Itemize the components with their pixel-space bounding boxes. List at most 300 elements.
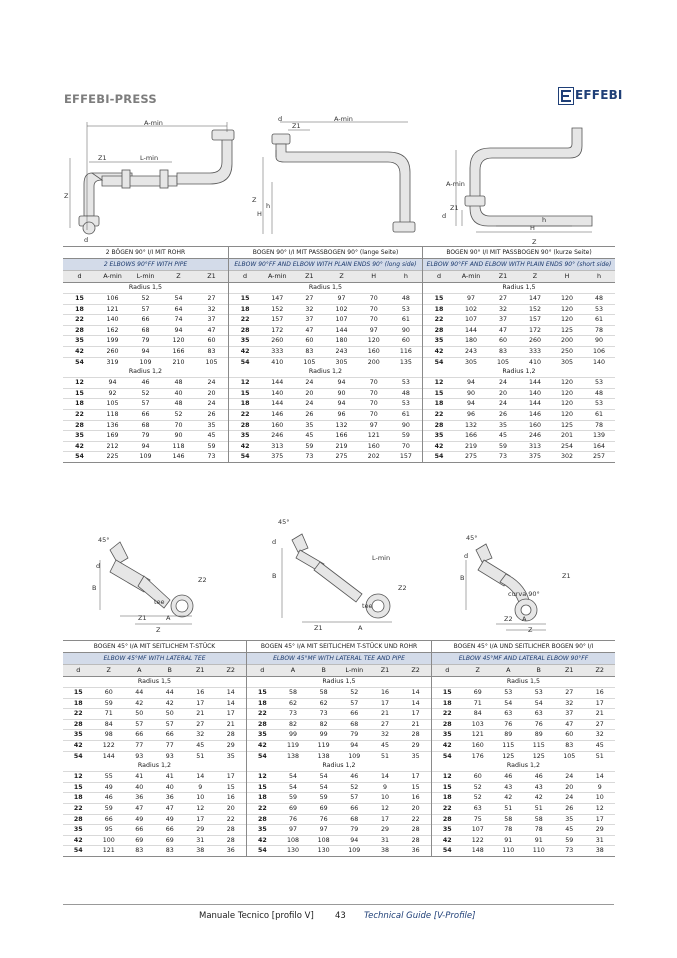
table-cell: 12 (423, 378, 455, 389)
table-title-row (229, 247, 422, 259)
table-row (247, 740, 431, 751)
table-cell: 54 (432, 751, 463, 761)
dim-label-a-min: A-min (446, 180, 465, 188)
table-cell: 89 (524, 730, 555, 741)
table-cell: 16 (185, 688, 216, 699)
table-cell: 132 (325, 420, 357, 431)
table-cell: 166 (325, 431, 357, 442)
table-cell: 96 (325, 409, 357, 420)
table-row (247, 688, 431, 699)
table-cell: 42 (432, 740, 463, 751)
radius-label: Radius 1,5 (322, 678, 356, 686)
radius-label: Radius 1,2 (506, 762, 541, 770)
table-cell: 15 (229, 388, 261, 399)
table-row (423, 315, 615, 326)
column-header: Z (325, 271, 357, 283)
table-elbow45-tee-pipe (246, 640, 431, 857)
table-cell: 59 (94, 698, 125, 709)
table-cell: 15 (432, 688, 463, 699)
column-header: B (308, 665, 339, 677)
table-cell: 20 (487, 388, 519, 399)
table-cell: 121 (96, 304, 129, 315)
dim-label-z: Z (532, 238, 537, 246)
table-cell: 17 (585, 814, 616, 825)
table-cell: 83 (487, 346, 519, 357)
table-cell: 79 (339, 825, 370, 836)
table-cell: 46 (129, 378, 162, 389)
table-cell: 12 (432, 772, 463, 783)
table-cell: 102 (455, 304, 487, 315)
dim-label-z1: Z1 (562, 572, 571, 580)
radius-label: Radius 1,5 (502, 284, 536, 292)
table-cell: 93 (124, 751, 155, 761)
table-cell: 132 (455, 420, 487, 431)
column-header: Z (519, 271, 551, 283)
table-cell: 18 (423, 304, 455, 315)
table-cell: 180 (325, 336, 357, 347)
table-cell: 17 (400, 709, 431, 720)
table-subtitle: ELBOW 90°FF AND ELBOW WITH PLAIN ENDS 90° (short side) (423, 259, 615, 271)
table-cell: 54 (229, 357, 261, 367)
table-cell: 12 (63, 772, 94, 783)
table-cell: 120 (551, 388, 583, 399)
table-row (423, 420, 615, 431)
table-cell: 29 (185, 825, 216, 836)
diagram-two-elbows-pipe (62, 118, 247, 246)
dim-label-a: A (166, 614, 171, 622)
table-cell: 18 (229, 304, 261, 315)
table-cell: 28 (63, 719, 94, 730)
table-cell: 22 (63, 709, 94, 720)
table-cell: 125 (524, 751, 555, 761)
table-row (423, 346, 615, 357)
table-cell: 61 (583, 409, 615, 420)
table-cell: 54 (308, 782, 339, 793)
table-cell: 115 (493, 740, 524, 751)
column-header: H (358, 271, 390, 283)
diagram-elbow-long-side (248, 112, 428, 246)
table-cell: 28 (229, 420, 261, 431)
table-cell: 172 (519, 325, 551, 336)
table-cell: 20 (216, 803, 247, 814)
table-cell: 35 (216, 751, 247, 761)
table-row (247, 751, 431, 761)
table-subtitle: ELBOW 90°FF AND ELBOW WITH PLAIN ENDS 90° (long side) (229, 259, 422, 271)
table-cell: 35 (432, 825, 463, 836)
table-cell: 53 (583, 399, 615, 410)
table-row (63, 325, 228, 336)
dim-label-z: Z (156, 626, 161, 634)
table-title-row (63, 641, 246, 653)
table-cell: 319 (96, 357, 129, 367)
table-cell: 18 (63, 698, 94, 709)
table-cell: 9 (370, 782, 401, 793)
dim-label-45: 45° (98, 536, 110, 544)
table-cell: 28 (423, 325, 455, 336)
table-cell: 125 (551, 420, 583, 431)
footer-right-text: Technical Guide [V-Profile] (364, 911, 476, 921)
table-cell: 36 (155, 793, 186, 804)
table-cell: 157 (519, 315, 551, 326)
table-cell: 27 (554, 688, 585, 699)
table-cell: 90 (390, 325, 422, 336)
table-cell: 76 (493, 719, 524, 730)
table-title-row (63, 247, 228, 259)
table-cell: 26 (195, 409, 228, 420)
table-subtitle-row (63, 259, 228, 271)
table-cell: 59 (487, 441, 519, 452)
table-cell: 109 (129, 357, 162, 367)
table-cell: 42 (247, 835, 278, 846)
table-row (229, 441, 422, 452)
table-cell: 22 (432, 709, 463, 720)
column-header: Z (94, 665, 125, 677)
table-cell: 160 (261, 420, 293, 431)
table-row (247, 698, 431, 709)
brand-title: EFFEBI-PRESS (64, 92, 157, 106)
table-cell: 42 (63, 835, 94, 846)
table-cell: 180 (455, 336, 487, 347)
table-cell: 52 (339, 782, 370, 793)
dim-label-l-min: L-min (140, 154, 159, 162)
table-cell: 48 (583, 388, 615, 399)
table-cell: 14 (370, 772, 401, 783)
table-cell: 130 (278, 846, 309, 857)
table-cell: 44 (124, 688, 155, 699)
table-cell: 12 (370, 803, 401, 814)
table-row (423, 409, 615, 420)
dim-label-a-min: A-min (144, 119, 163, 127)
table-cell: 40 (124, 782, 155, 793)
table-cell: 57 (339, 698, 370, 709)
table-cell: 82 (308, 719, 339, 730)
table-cell: 212 (96, 441, 129, 452)
table-cell: 28 (216, 825, 247, 836)
column-header: Z1 (185, 665, 216, 677)
column-header: Z (463, 665, 494, 677)
dim-label-z1: Z1 (138, 614, 147, 622)
table-row (432, 835, 615, 846)
table-cell: 41 (124, 772, 155, 783)
radius-label: Radius 1,5 (506, 678, 541, 686)
table-cell: 122 (94, 740, 125, 751)
top-tables (63, 246, 614, 463)
table-title: BOGEN 45° I/A MIT SEITLICHEM T-STÜCK UND ROHR (247, 641, 431, 653)
table-cell: 15 (63, 782, 94, 793)
table-row (432, 772, 615, 783)
table-cell: 24 (487, 378, 519, 389)
table-cell: 73 (308, 709, 339, 720)
table-cell: 15 (432, 782, 463, 793)
table-cell: 333 (261, 346, 293, 357)
radius-row (63, 761, 246, 772)
table-cell: 260 (519, 336, 551, 347)
table-cell: 243 (455, 346, 487, 357)
table-cell: 45 (195, 431, 228, 442)
table-row (229, 294, 422, 305)
table-cell: 45 (585, 740, 616, 751)
table-cell: 51 (524, 803, 555, 814)
table-cell: 120 (551, 304, 583, 315)
table-cell: 47 (487, 325, 519, 336)
column-header: Z2 (585, 665, 616, 677)
table-cell: 61 (583, 315, 615, 326)
table-cell: 110 (493, 846, 524, 857)
table-row (63, 304, 228, 315)
column-header: H (551, 271, 583, 283)
label-curva-90: curva 90° (508, 590, 540, 598)
table-cell: 28 (63, 420, 96, 431)
column-header: h (390, 271, 422, 283)
table-cell: 58 (524, 814, 555, 825)
table-cell: 166 (455, 431, 487, 442)
table-cell: 136 (96, 420, 129, 431)
table-cell: 50 (155, 709, 186, 720)
table-cell: 54 (162, 294, 195, 305)
table-cell: 73 (554, 846, 585, 857)
table-cell: 14 (216, 688, 247, 699)
table-cell: 27 (293, 294, 325, 305)
table-row (63, 315, 228, 326)
table-cell: 95 (94, 825, 125, 836)
table-cell: 40 (162, 388, 195, 399)
table-row (423, 357, 615, 367)
table-cell: 70 (358, 378, 390, 389)
table-cell: 199 (96, 336, 129, 347)
table-cell: 90 (162, 431, 195, 442)
table-cell: 47 (195, 325, 228, 336)
table-row (229, 420, 422, 431)
table-row (63, 399, 228, 410)
dim-label-45: 45° (466, 534, 478, 542)
table-cell: 35 (247, 730, 278, 741)
dim-label-h: h (542, 216, 547, 224)
table-cell: 24 (293, 399, 325, 410)
dim-label-z1: Z1 (292, 122, 301, 130)
table-cell: 52 (463, 793, 494, 804)
table-cell: 15 (63, 388, 96, 399)
table-cell: 28 (63, 325, 96, 336)
table-cell: 105 (487, 357, 519, 367)
table-row (63, 772, 246, 783)
table-cell: 172 (261, 325, 293, 336)
table-cell: 28 (423, 420, 455, 431)
table-cell: 47 (554, 719, 585, 730)
table-cell: 32 (195, 304, 228, 315)
table-cell: 200 (358, 357, 390, 367)
column-header: A-min (455, 271, 487, 283)
table-cell: 35 (400, 751, 431, 761)
table-cell: 59 (278, 793, 309, 804)
table-row (432, 782, 615, 793)
table-cell: 22 (63, 409, 96, 420)
table-cell: 42 (432, 835, 463, 846)
table-cell: 83 (124, 846, 155, 857)
dim-label-a: A (522, 615, 527, 623)
table-row (229, 378, 422, 389)
table-cell: 94 (455, 399, 487, 410)
table-cell: 94 (162, 325, 195, 336)
table-cell: 107 (455, 315, 487, 326)
table-cell: 260 (261, 336, 293, 347)
column-header: h (583, 271, 615, 283)
table-cell: 55 (94, 772, 125, 783)
table-cell: 10 (370, 793, 401, 804)
table-cell: 202 (358, 452, 390, 463)
table-row (229, 431, 422, 442)
table-cell: 22 (247, 709, 278, 720)
table-cell: 66 (124, 825, 155, 836)
table-row (432, 719, 615, 730)
table-cell: 42 (423, 346, 455, 357)
table-subtitle: ELBOW 45°MF AND LATERAL ELBOW 90°FF (432, 653, 615, 665)
table-cell: 9 (185, 782, 216, 793)
dim-label-a-min: A-min (334, 115, 353, 123)
table-cell: 275 (325, 452, 357, 463)
table-cell: 42 (63, 740, 94, 751)
table-cell: 54 (63, 751, 94, 761)
table-row (423, 441, 615, 452)
table-cell: 140 (96, 315, 129, 326)
table-elbow45-lateral-elbow90 (431, 640, 615, 857)
table-subtitle-row (247, 653, 431, 665)
radius-label: Radius 1,2 (322, 762, 356, 770)
table-2-elbows-pipe (63, 246, 228, 463)
table-cell: 27 (195, 294, 228, 305)
table-cell: 18 (63, 304, 96, 315)
table-cell: 66 (339, 709, 370, 720)
table-title: BOGEN 90° I/I MIT PASSBOGEN 90° (lange Seite) (229, 247, 422, 259)
table-cell: 94 (129, 346, 162, 357)
table-cell: 22 (63, 315, 96, 326)
table-cell: 66 (155, 825, 186, 836)
table-row (247, 793, 431, 804)
table-cell: 53 (524, 688, 555, 699)
table-cell: 9 (585, 782, 616, 793)
radius-label: Radius 1,2 (502, 368, 536, 376)
table-cell: 27 (370, 719, 401, 730)
table-cell: 84 (94, 719, 125, 730)
table-row (63, 835, 246, 846)
table-cell: 97 (278, 825, 309, 836)
table-cell: 61 (390, 315, 422, 326)
table-cell: 68 (129, 325, 162, 336)
table-cell: 147 (519, 294, 551, 305)
table-cell: 110 (524, 846, 555, 857)
table-cell: 302 (551, 452, 583, 463)
table-subtitle-row (229, 259, 422, 271)
table-cell: 42 (229, 441, 261, 452)
table-cell: 60 (293, 336, 325, 347)
table-cell: 78 (583, 420, 615, 431)
table-cell: 38 (370, 846, 401, 857)
table-cell: 140 (519, 388, 551, 399)
table-cell: 102 (325, 304, 357, 315)
table-row (423, 399, 615, 410)
table-cell: 305 (325, 357, 357, 367)
table-cell: 74 (162, 315, 195, 326)
table-cell: 52 (463, 782, 494, 793)
table-cell: 305 (551, 357, 583, 367)
radius-label: Radius 1,5 (308, 284, 343, 292)
table-cell: 120 (551, 315, 583, 326)
table-cell: 139 (583, 431, 615, 442)
table-cell: 31 (370, 835, 401, 846)
table-cell: 122 (463, 835, 494, 846)
dim-label-d: d (84, 236, 89, 244)
table-cell: 16 (585, 688, 616, 699)
table-row (229, 304, 422, 315)
dim-label-z2: Z2 (504, 615, 513, 623)
column-header: A (278, 665, 309, 677)
table-cell: 121 (94, 846, 125, 857)
table-cell: 28 (247, 814, 278, 825)
table-cell: 57 (129, 399, 162, 410)
table-cell: 54 (247, 751, 278, 761)
table-cell: 63 (493, 709, 524, 720)
table-cell: 18 (63, 399, 96, 410)
table-cell: 45 (487, 431, 519, 442)
table-cell: 94 (455, 378, 487, 389)
table-cell: 125 (493, 751, 524, 761)
table-cell: 47 (155, 803, 186, 814)
table-row (432, 751, 615, 761)
table-cell: 22 (400, 814, 431, 825)
table-cell: 24 (293, 378, 325, 389)
table-cell: 46 (94, 793, 125, 804)
table-cell: 106 (583, 346, 615, 357)
table-cell: 14 (585, 772, 616, 783)
table-row (63, 346, 228, 357)
dim-label-h: h (266, 202, 271, 210)
table-cell: 42 (124, 698, 155, 709)
dim-label-z: Z (528, 626, 533, 634)
table-cell: 94 (339, 740, 370, 751)
table-row (247, 803, 431, 814)
table-cell: 35 (247, 825, 278, 836)
table-row (63, 431, 228, 442)
table-cell: 10 (185, 793, 216, 804)
table-row (63, 441, 228, 452)
table-cell: 14 (400, 688, 431, 699)
table-cell: 138 (308, 751, 339, 761)
table-cell: 24 (195, 378, 228, 389)
table-row (423, 378, 615, 389)
table-row (247, 719, 431, 730)
table-title-row (432, 641, 615, 653)
table-cell: 160 (519, 420, 551, 431)
table-cell: 51 (585, 751, 616, 761)
table-subtitle: ELBOW 45°MF WITH LATERAL TEE AND PIPE (247, 653, 431, 665)
table-row (432, 709, 615, 720)
table-cell: 45 (185, 740, 216, 751)
table-cell: 37 (195, 315, 228, 326)
table-cell: 157 (390, 452, 422, 463)
table-cell: 164 (583, 441, 615, 452)
table-cell: 54 (432, 846, 463, 857)
table-cell: 260 (96, 346, 129, 357)
label-tee: tee (154, 598, 165, 606)
table-cell: 49 (94, 782, 125, 793)
table-row (63, 388, 228, 399)
table-cell: 225 (96, 452, 129, 463)
table-cell: 46 (493, 772, 524, 783)
table-cell: 38 (185, 846, 216, 857)
table-row (63, 378, 228, 389)
table-cell: 313 (519, 441, 551, 452)
table-cell: 53 (390, 399, 422, 410)
radius-label: Radius 1,2 (128, 368, 163, 376)
